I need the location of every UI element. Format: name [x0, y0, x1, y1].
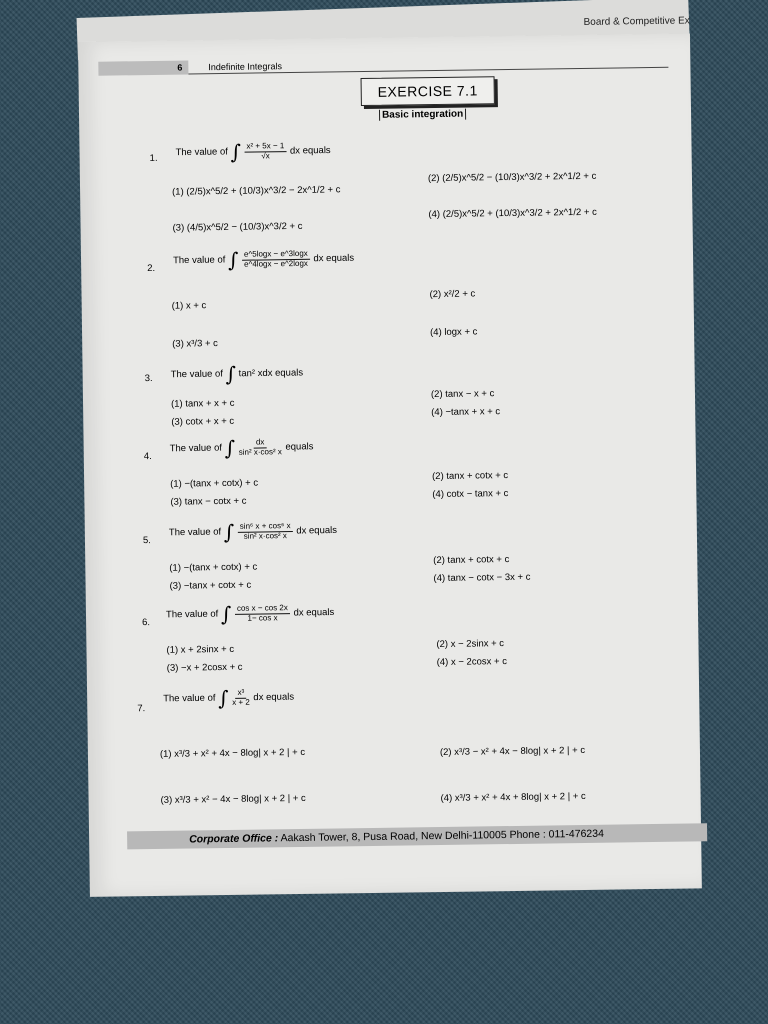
option: (2) x − 2sinx + c: [436, 638, 505, 651]
option: (2) x³/3 − x² + 4x − 8log| x + 2 | + c: [439, 744, 586, 759]
integrand: [239, 438, 282, 457]
option: (2) x²/2 + c: [429, 288, 476, 301]
integral-sign: ∫: [217, 685, 229, 711]
integrand-numerator: x² + 5x − 1: [244, 142, 286, 152]
question-text: [169, 518, 337, 544]
option: (3) −tanx + cotx + c: [169, 579, 252, 592]
chapter-title: Indefinite Integrals: [208, 61, 282, 73]
integrand: [232, 688, 250, 707]
option: (4) logx + c: [430, 326, 478, 339]
question-text: [166, 600, 335, 626]
option: (4) x − 2cosx + c: [436, 656, 508, 669]
question-number: 5.: [142, 535, 151, 547]
exercise-title: EXERCISE 7.1: [361, 76, 495, 106]
question-number: 6.: [142, 617, 151, 629]
integrand-denominator: √x: [261, 150, 270, 160]
question-tail: tan² xdx equals: [238, 367, 304, 380]
option: (3) cotx + x + c: [171, 415, 235, 428]
integrand-numerator: cos x − cos 2x: [235, 604, 290, 615]
question-lead: The value of: [175, 146, 228, 159]
integrand-denominator: e^4logx − e^2logx: [244, 258, 308, 269]
integral-sign: ∫: [223, 519, 235, 545]
option: (4) x³/3 + x² + 4x + 8log| x + 2 | + c: [440, 790, 586, 805]
option: (1) (2/5)x^5/2 + (10/3)x^3/2 − 2x^1/2 + c: [172, 184, 341, 198]
option: (4) −tanx + x + c: [431, 406, 501, 419]
question-text: [175, 138, 330, 164]
question-text: [163, 685, 294, 711]
question-number: 7.: [137, 703, 146, 715]
question-number: 2.: [147, 262, 156, 275]
option: (3) −x + 2cosx + c: [166, 661, 243, 674]
option: (3) tanx − cotx + c: [170, 495, 247, 508]
question-text: [170, 435, 314, 461]
integral-sign: ∫: [224, 435, 236, 460]
page-number: 6: [98, 60, 188, 75]
question-tail: dx equals: [253, 691, 295, 704]
question-number: 4.: [143, 451, 152, 463]
option: (4) cotx − tanx + c: [432, 488, 509, 501]
integrand-numerator: sin⁶ x + cos⁶ x: [238, 522, 293, 533]
question-tail: dx equals: [313, 252, 355, 265]
question-lead: The value of: [170, 368, 224, 381]
question-lead: The value of: [163, 692, 216, 705]
question-tail: dx equals: [289, 144, 331, 157]
integrand-denominator: 1− cos x: [247, 612, 278, 623]
running-header-right: Board & Competitive Ex: [583, 15, 690, 28]
question-number: 1.: [149, 152, 158, 165]
option: (4) tanx − cotx − 3x + c: [433, 571, 531, 585]
option: (3) x³/3 + c: [172, 338, 218, 350]
integrand-denominator: x + 2: [232, 697, 250, 707]
question-lead: The value of: [172, 254, 226, 267]
question-number: 3.: [144, 372, 153, 385]
page-footer: [127, 823, 707, 849]
footer-text: Aakash Tower, 8, Pusa Road, New Delhi-110005 Phone : 011-476234: [280, 827, 605, 845]
question-lead: The value of: [168, 526, 222, 539]
integrand-numerator: e^5logx − e^3logx: [242, 249, 310, 260]
option: (3) x³/3 + x² − 4x − 8log| x + 2 | + c: [160, 792, 306, 806]
option: (2) tanx + cotx + c: [432, 470, 509, 483]
integrand: [235, 604, 290, 623]
question-tail: dx equals: [293, 606, 335, 619]
option: (2) tanx − x + c: [430, 388, 495, 401]
integral-sign: ∫: [225, 361, 237, 386]
question-tail: equals: [285, 441, 314, 453]
option: (1) x + c: [171, 300, 207, 312]
integrand: [242, 249, 310, 269]
option: (1) x³/3 + x² + 4x − 8log| x + 2 | + c: [159, 746, 306, 760]
option: (1) tanx + x + c: [170, 397, 235, 410]
question-lead: The value of: [169, 442, 223, 455]
option: (1) −(tanx + cotx) + c: [170, 477, 259, 490]
option: (2) (2/5)x^5/2 − (10/3)x^3/2 + 2x^1/2 + c: [427, 170, 597, 185]
footer-label: Corporate Office :: [189, 832, 279, 846]
question-lead: The value of: [165, 608, 219, 621]
question-text: [170, 361, 303, 387]
option: (2) tanx + cotx + c: [433, 554, 510, 567]
integrand-numerator: x³: [235, 688, 246, 698]
option: (4) (2/5)x^5/2 + (10/3)x^3/2 + 2x^1/2 + c: [428, 206, 597, 221]
integrand-numerator: dx: [254, 438, 267, 448]
exercise-subtitle: Basic integration: [379, 109, 466, 121]
option: (1) −(tanx + cotx) + c: [169, 561, 258, 574]
integrand-denominator: sin² x·cos² x: [238, 446, 282, 457]
integrand: [244, 142, 286, 161]
integrand: [238, 522, 293, 541]
book-page: [78, 15, 702, 896]
integrand-denominator: sin² x·cos² x: [243, 530, 287, 541]
option: (3) (4/5)x^5/2 − (10/3)x^3/2 + c: [172, 220, 303, 234]
integral-sign: ∫: [227, 247, 239, 272]
option: (1) x + 2sinx + c: [166, 643, 235, 656]
integral-sign: ∫: [220, 601, 232, 627]
page-header: [98, 54, 668, 76]
question-tail: dx equals: [296, 524, 338, 537]
question-text: [173, 246, 354, 273]
integral-sign: ∫: [230, 139, 242, 164]
